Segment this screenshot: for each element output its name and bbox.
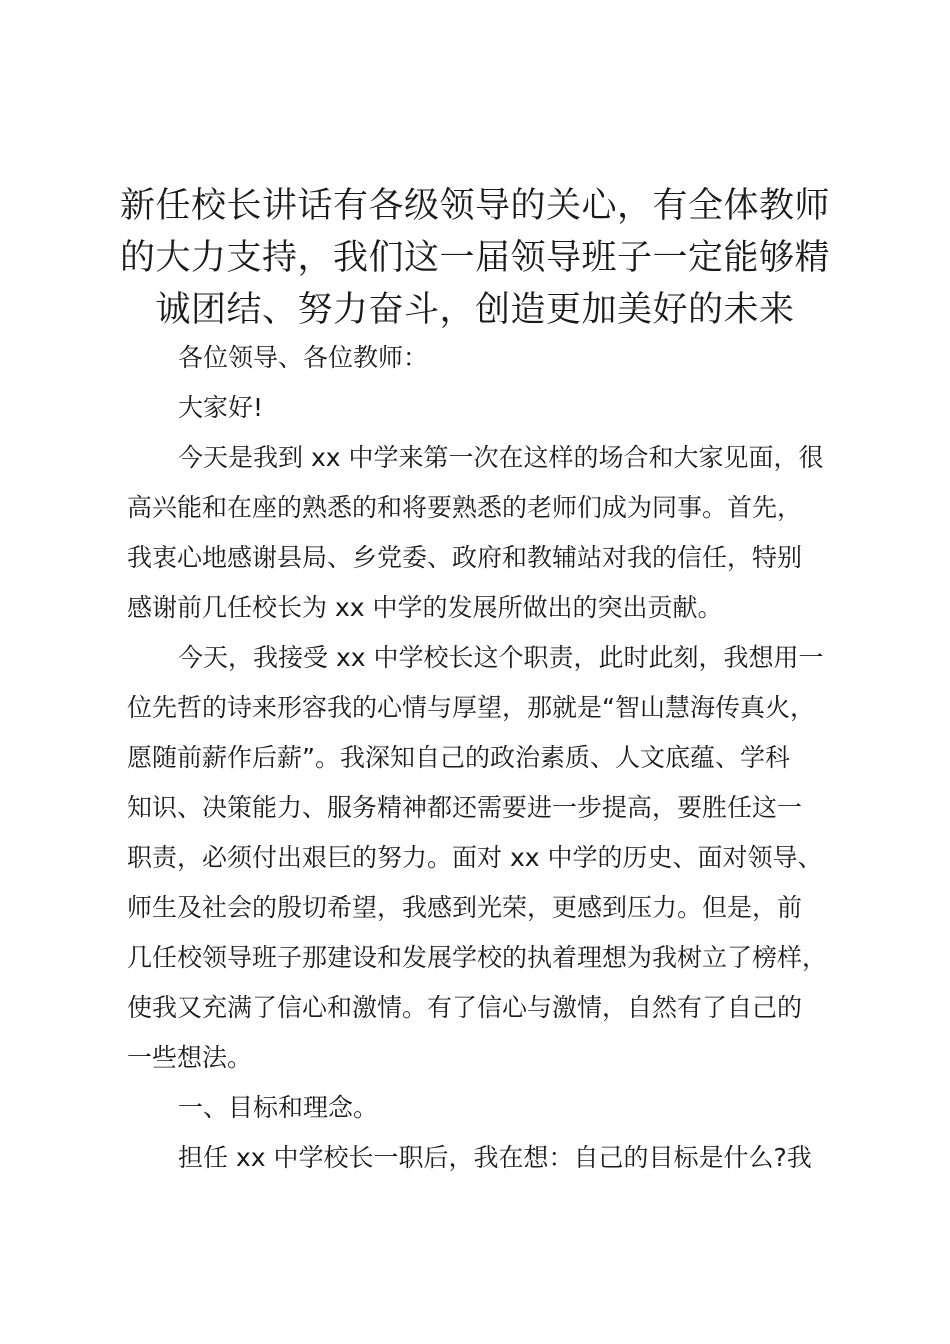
- title-line-3: 诚团结、努力奋斗，创造更加美好的未来: [155, 290, 795, 330]
- salutation: 各位领导、各位教师：: [178, 343, 429, 372]
- paragraph-line: 高兴能和在座的熟悉的和将要熟悉的老师们成为同事。首先，: [127, 493, 803, 522]
- greeting: 大家好!: [178, 393, 264, 422]
- section-heading: 一、目标和理念。: [178, 1093, 379, 1122]
- paragraph-line: 我衷心地感谢县局、乡党委、政府和教辅站对我的信任，特别: [127, 543, 803, 572]
- paragraph-line: 知识、决策能力、服务精神都还需要进一步提高，要胜任这一: [127, 793, 803, 822]
- paragraph-line: 位先哲的诗来形容我的心情与厚望，那就是“智山慧海传真火，: [127, 693, 815, 722]
- paragraph-line: 今天，我接受 xx 中学校长这个职责，此时此刻，我想用一: [178, 643, 824, 672]
- paragraph-line: 今天是我到 xx 中学来第一次在这样的场合和大家见面，很: [178, 443, 824, 472]
- paragraph-line: 感谢前几任校长为 xx 中学的发展所做出的突出贡献。: [127, 593, 723, 622]
- paragraph-line: 职责，必须付出艰巨的努力。面对 xx 中学的历史、面对领导、: [127, 843, 823, 872]
- paragraph-line: 几任校领导班子那建设和发展学校的执着理想为我树立了榜样，: [127, 943, 828, 972]
- paragraph-line: 使我又充满了信心和激情。有了信心与激情，自然有了自己的: [127, 993, 803, 1022]
- paragraph-line: 担任 xx 中学校长一职后，我在想：自己的目标是什么?我: [178, 1143, 812, 1172]
- paragraph-line: 师生及社会的殷切希望，我感到光荣，更感到压力。但是，前: [127, 893, 803, 922]
- title-line-2: 的大力支持，我们这一届领导班子一定能够精: [119, 238, 830, 278]
- paragraph-line: 一些想法。: [127, 1043, 253, 1072]
- title-line-1: 新任校长讲话有各级领导的关心，有全体教师: [119, 186, 830, 226]
- paragraph-line: 愿随前薪作后薪”。我深知自己的政治素质、人文底蕴、学科: [127, 743, 790, 772]
